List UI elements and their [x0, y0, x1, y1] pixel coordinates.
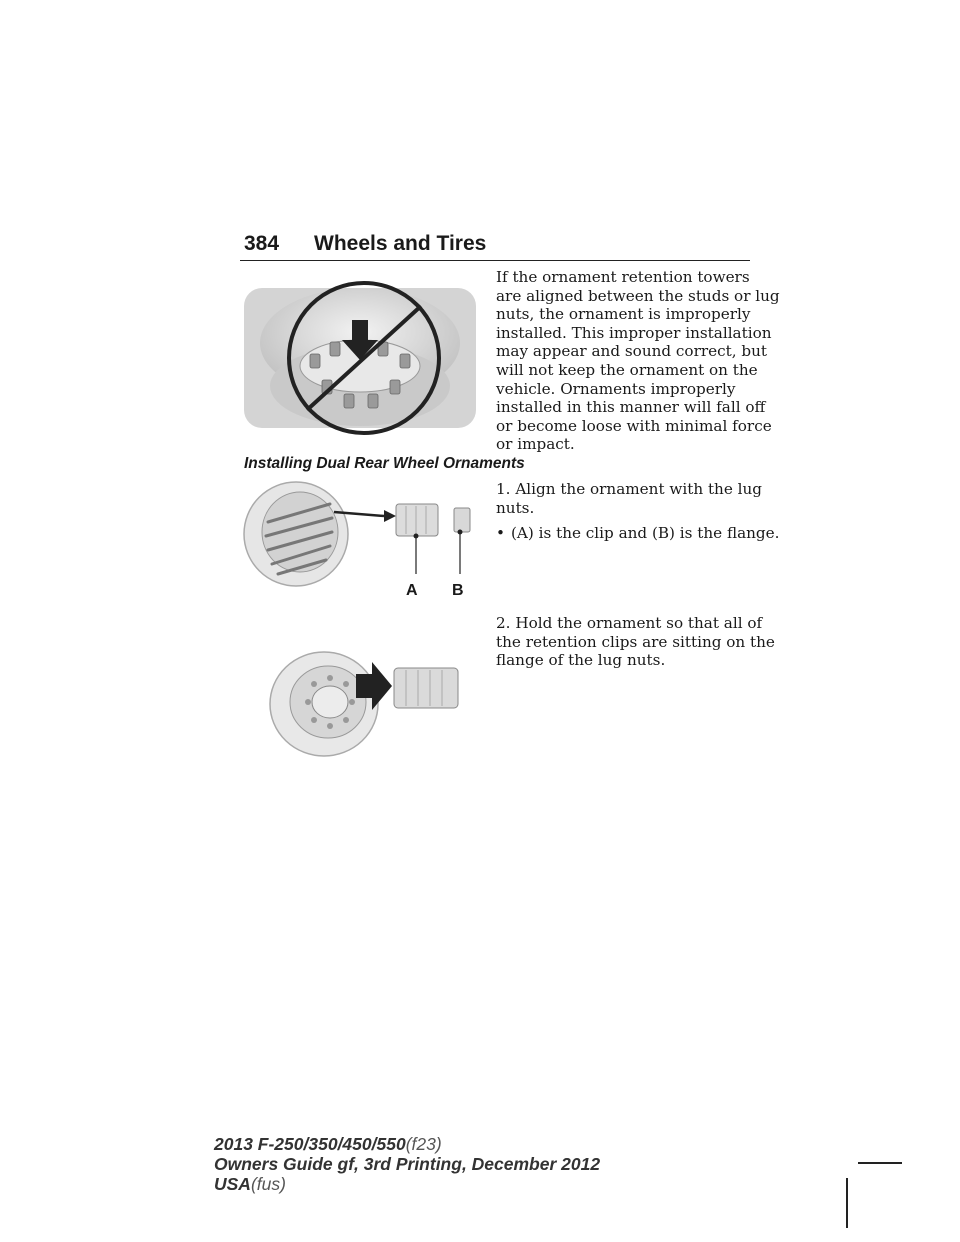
- step-1-text: [496, 480, 779, 543]
- label-a: A: [406, 582, 418, 599]
- footer-model: 2013 F-250/350/450/550: [214, 1134, 406, 1154]
- label-b: B: [452, 582, 464, 599]
- text-line: If the ornament retention towers: [496, 268, 750, 286]
- page-header: [244, 232, 750, 262]
- text-line: or impact.: [496, 435, 575, 454]
- text-line: will not keep the ornament on the: [496, 360, 758, 379]
- bullet-item: [496, 524, 779, 543]
- text-line: vehicle. Ornaments improperly: [496, 379, 736, 398]
- bullet-text: (A) is the clip and (B) is the flange.: [510, 524, 780, 543]
- text-line: 1. Align the ornament with the lug: [496, 480, 763, 498]
- footer-market: USA: [214, 1174, 251, 1194]
- crop-mark-vertical: [846, 1178, 848, 1228]
- text-line: flange of the lug nuts.: [496, 651, 666, 670]
- crop-mark-horizontal: [858, 1162, 902, 1164]
- text-line: nuts, the ornament is improperly: [496, 305, 751, 324]
- hold-ornament-figure: [262, 648, 472, 762]
- step-2-text: [496, 614, 775, 670]
- page-number: 384: [244, 232, 280, 255]
- header-rule: [240, 260, 750, 261]
- text-line: the retention clips are sitting on the: [496, 632, 775, 651]
- footer-model-code: (f23): [405, 1134, 442, 1154]
- text-line: nuts.: [496, 498, 535, 517]
- footer-market-code: (fus): [250, 1174, 286, 1194]
- improper-installation-figure: [244, 268, 476, 452]
- subheading: Installing Dual Rear Wheel Ornaments: [244, 455, 525, 472]
- align-ornament-figure: [238, 474, 474, 608]
- text-line: or become loose with minimal force: [496, 416, 772, 435]
- bullet-icon: •: [496, 524, 505, 543]
- text-line: 2. Hold the ornament so that all of: [496, 614, 763, 632]
- section-title: Wheels and Tires: [314, 232, 487, 255]
- text-line: are aligned between the studs or lug: [496, 286, 780, 305]
- text-line: installed. This improper installation: [496, 323, 772, 342]
- text-line: may appear and sound correct, but: [496, 342, 767, 361]
- improper-installation-text: [496, 268, 780, 454]
- text-line: installed in this manner will fall off: [496, 398, 766, 417]
- footer-edition: Owners Guide gf, 3rd Printing, December 2012: [214, 1154, 601, 1174]
- document-footer: [214, 1134, 600, 1194]
